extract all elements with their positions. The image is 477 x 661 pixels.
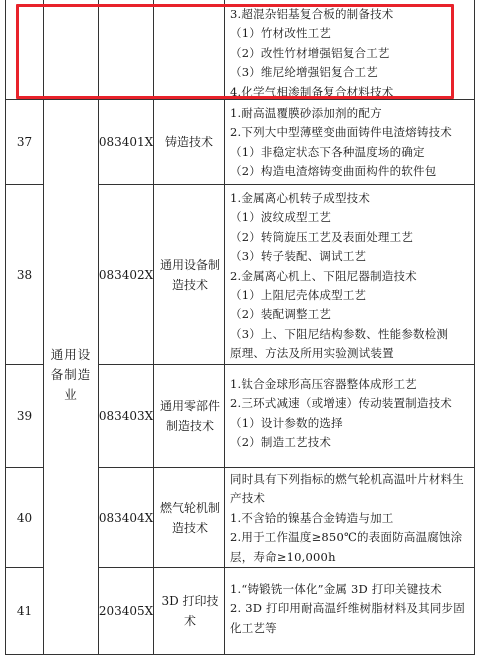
tech-name: 铸造技术 (164, 135, 213, 149)
tech-content (230, 104, 473, 182)
sector-cell (44, 100, 98, 649)
grid-line (98, 567, 475, 568)
tech-content (230, 375, 473, 453)
sector-label: 通用设备制造业 (50, 346, 92, 402)
tech-code: 083401X (98, 135, 154, 149)
content-line: 同时具有下列指标的燃气轮机高温叶片材料生产技术 (230, 472, 464, 506)
content-line: （1）上阻尼壳体成型工艺 (230, 288, 367, 303)
content-line: （3）转子装配、调试工艺 (230, 249, 367, 264)
content-line: 3.超混杂铝基复合板的制备技术 (230, 7, 394, 21)
content-line: 1.金属离心机转子成型技术 (230, 191, 371, 205)
content-line: 2.下列大中型薄壁变曲面铸件电渣熔铸技术 (230, 125, 452, 140)
content-line: 2.三环式减速（或增速）传动装置制造技术 (230, 396, 452, 411)
content-line: 1.钛合金球形高压容器整体成形工艺 (230, 377, 417, 391)
content-line: （1）非稳定状态下各种温度场的确定 (230, 144, 425, 159)
content-line: （1）波纹成型工艺 (230, 210, 332, 225)
row-number: 40 (16, 510, 33, 525)
content-line: 4.化学气相渗制备复合材料技术 (230, 84, 394, 99)
content-line: （2）装配调整工艺 (230, 307, 332, 322)
content-line: 2.用于工作温度≥850℃的表面防高温腐蚀涂层，寿命≥10,000h (230, 530, 463, 564)
content-line: 1.“铸锻铣一体化”金属 3D 打印关键技术 (230, 582, 442, 596)
grid-line (98, 467, 475, 468)
tech-name: 通用设备制造技术 (159, 257, 220, 292)
content-line: 原理、方法及所用实验测试装置 (230, 346, 394, 361)
row-number: 41 (16, 604, 33, 618)
tech-content (230, 189, 473, 364)
grid-line (98, 364, 475, 365)
tech-code: 083402X (98, 267, 154, 282)
tech-content (230, 470, 473, 567)
content-line: （2）构造电渣熔铸变曲面构件的软件包 (230, 164, 437, 179)
content-line: （1）设计参数的选择 (230, 415, 343, 430)
content-line: 2. 3D 打印用耐高温纤维树脂材料及其同步固化工艺等 (230, 601, 465, 635)
tech-code: 203405X (98, 604, 154, 618)
tech-code: 083403X (98, 409, 154, 423)
tech-content (230, 580, 473, 638)
row-number: 37 (16, 135, 33, 149)
content-line: 2.金属离心机上、下阻尼器制造技术 (230, 268, 417, 283)
content-line: 1.耐高温覆膜砂添加剂的配方 (230, 106, 382, 120)
highlight-box (16, 4, 454, 99)
grid-line (5, 654, 475, 655)
content-line: （2）改性竹材增强铝复合工艺 (230, 45, 390, 60)
grid-line (98, 184, 475, 185)
row-number: 38 (16, 267, 33, 282)
content-line: 1.不含铪的镍基合金铸造与加工 (230, 510, 394, 525)
tech-name: 3D 打印技术 (161, 594, 219, 628)
content-line: （3）维尼纶增强铝复合工艺 (230, 65, 378, 80)
row-number: 39 (16, 409, 33, 423)
tech-code: 083404X (98, 510, 154, 525)
tech-name: 燃气轮机制造技术 (159, 500, 220, 535)
content-line: （3）上、下阻尼结构参数、性能参数检测 (230, 326, 449, 341)
content-line: （2）转筒旋压工艺及表面处理工艺 (230, 229, 414, 244)
content-line: （2）制造工艺技术 (230, 435, 332, 450)
tech-name: 通用零部件制造技术 (159, 399, 220, 433)
content-line: （1）竹材改性工艺 (230, 26, 332, 41)
